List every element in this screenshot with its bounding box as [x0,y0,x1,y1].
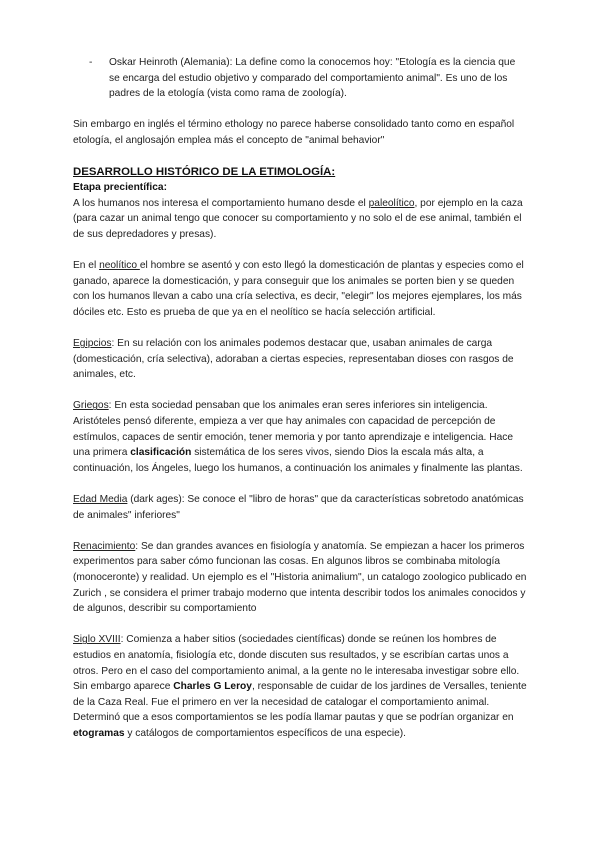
edad-media-term: Edad Media [73,494,128,506]
clasificacion-term: clasificación [130,447,192,459]
paragraph-egipcios: Egipcios: En su relación con los animales podemos destacar que, usaban animales de carga (domesticación, cría selectiva), adoraban a ciertas especies, representaban dioses con rasgos de animales, etc. [73,338,514,381]
intro-paragraph: Sin embargo en inglés el término ethology no parece haberse consolidado tanto como en español etología, el anglosajón emplea más el concepto de "animal behavior" [73,119,515,146]
bullet-marker: - [89,57,93,68]
document-body [73,55,528,742]
paragraph-renacimiento: Renacimiento: Se dan grandes avances en fisiología y anatomía. Se empiezan a hacer los primeros experimentos para saber cómo funcionan las cosas. En algunos libros se combinaba mitología (monoceronte) y realidad. Un ejemplo es el "Historia animalium", un catalogo zoologico publicado en Zurich , se considera el primer trabajo moderno que intenta describir todos los animales conocidos y de algunos, describir su comportamiento [73,540,527,615]
bullet-item-heinroth [73,55,528,102]
subheading-prescientific: Etapa precientífica: [73,182,167,194]
section-heading: DESARROLLO HISTÓRICO DE LA ETIMOLOGÍA: [73,166,336,179]
etogramas-term: etogramas [73,727,125,739]
siglo-xviii-term: Siglo XVIII [73,634,121,646]
charles-leroy-name: Charles G Leroy [173,681,252,693]
renacimiento-term: Renacimiento [73,540,136,552]
egipcios-term: Egipcios [73,338,112,350]
paragraph-siglo-xviii: Siglo XVIII: Comienza a haber sitios (sociedades científicas) donde se reúnen los hombres de estudios en anatomía, fisiología etc, donde discuten sus resultados, y se escribían cartas unos a otros. Pero en el caso del comportamiento animal, a la gente no le interesaba investigar sobre ello. Sin embargo aparece Charles G Leroy, responsable de cuidar de los jardines de Versalles, teniente de la Caza Real. Fue el primero en ver la necesidad de catalogar el comportamiento animal. Determinó que a esos comportamientos se les podía llamar pautas y que se podrían organizar en etogramas y catálogos de comportamientos específicos de una especie). [73,634,527,739]
paragraph-griegos: Griegos: En esta sociedad pensaban que los animales eran seres inferiores sin inteligencia. Aristóteles pensó diferente, empieza a ver que hay animales con capacidad de percepción de estímulos, capaces de sentir emoción, tener memoria y por tanto aprendizaje e inteligencia. Hace una primera clasificación sistemática de los seres vivos, siendo Dios la escala más alta, a continuación, los Ángeles, luego los humanos, a continuación los animales y finalmente las plantas. [73,400,523,474]
paleolithic-term: paleolítico [368,197,415,209]
paragraph-edad-media: Edad Media (dark ages): Se conoce el "libro de horas" que da características sobretodo anatómicas de animales" inferiores" [73,494,524,521]
paragraph-paleolithic: A los humanos nos interesa el comportamiento humano desde el paleolítico, por ejemplo en la caza (para cazar un animal tengo que conocer su comportamiento y no solo el de ese animal, también el de sus depredadores y presas). [73,197,523,240]
bullet-text: Oskar Heinroth (Alemania): La define como la conocemos hoy: "Etología es la ciencia que se encarga del estudio objetivo y comparado del comportamiento animal". Es uno de los padres de la etología (vista como rama de zoología). [109,57,516,100]
paragraph-neolithic: En el neolítico el hombre se asentó y con esto llegó la domesticación de plantas y especies como el ganado, aparece la domesticación, y para conseguir que los animales se porten bien y se queden con los humanos llevan a cabo una cría selectiva, es decir, "elegir" los mejores ejemplares, los más dóciles etc. Esto es prueba de que ya en el neolítico se hacía selección artificial. [73,260,524,318]
griegos-term: Griegos [73,400,109,412]
neolithic-term: neolítico [99,260,140,272]
